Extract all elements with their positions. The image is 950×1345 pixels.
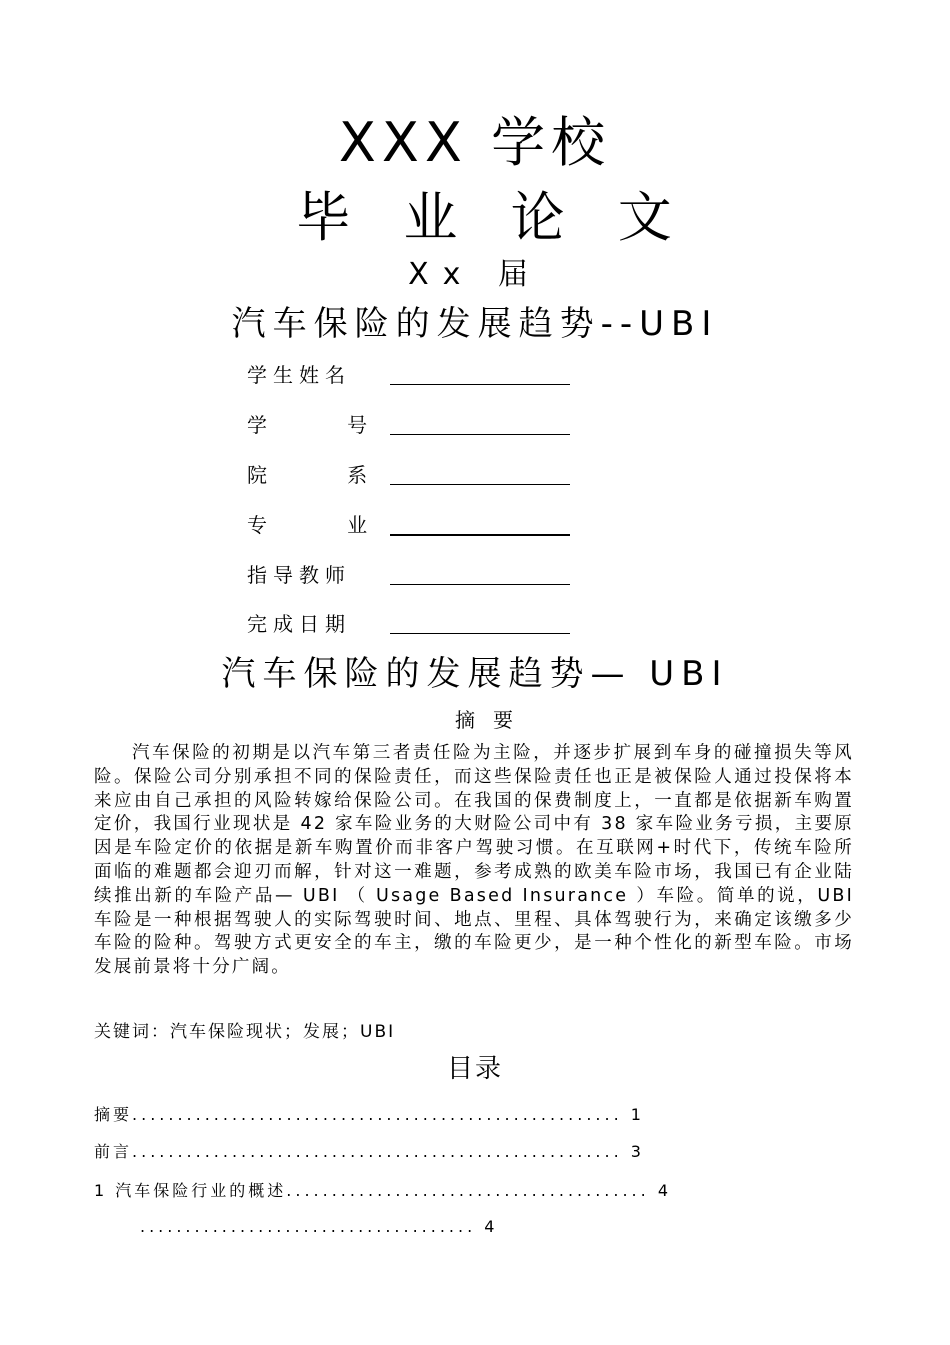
blank-line xyxy=(390,384,570,385)
toc-entry[interactable] xyxy=(94,1180,671,1202)
field-major xyxy=(247,506,374,538)
thesis-label: 毕 业 论 文 xyxy=(296,186,690,249)
blank-line xyxy=(390,534,570,536)
thesis-title: 汽车保险的发展趋势--UBI xyxy=(231,304,719,344)
field-department xyxy=(247,456,374,488)
abstract-heading: 摘要 xyxy=(455,708,531,732)
keywords: 关键词：汽车保险现状；发展；UBI xyxy=(94,1022,396,1042)
graduation-session: Xx 届 xyxy=(408,257,542,292)
field-student-id xyxy=(247,406,374,438)
school-name: XXX 学校 xyxy=(338,111,612,174)
field-label: 院 系 xyxy=(247,463,374,487)
toc-entry-label: 前言 xyxy=(94,1142,133,1161)
field-advisor xyxy=(247,556,367,588)
blank-line xyxy=(390,484,570,485)
toc-leader-dots: ...................................................... xyxy=(132,1105,623,1124)
toc-entry[interactable] xyxy=(140,1216,497,1238)
toc-leader-dots: ........................................ xyxy=(286,1181,650,1200)
field-student-name xyxy=(247,356,367,388)
field-label: 完成日期 xyxy=(247,612,351,636)
field-label: 学生姓名 xyxy=(247,363,351,387)
toc-page-number: 4 xyxy=(657,1181,671,1200)
toc-leader-dots: ...................................................... xyxy=(132,1142,623,1161)
blank-line xyxy=(390,434,570,435)
toc-entry-label: 1 汽车保险行业的概述 xyxy=(94,1181,287,1200)
toc-entry[interactable] xyxy=(94,1141,644,1163)
toc-page-number: 1 xyxy=(630,1105,644,1124)
blank-line xyxy=(390,584,570,585)
field-label: 专 业 xyxy=(247,513,374,537)
field-label: 学 号 xyxy=(247,413,374,437)
field-label: 指导教师 xyxy=(247,563,351,587)
blank-line xyxy=(390,633,570,634)
abstract-body: 汽车保险的初期是以汽车第三者责任险为主险，并逐步扩展到车身的碰撞损失等风险。保险公司分别承担不同的保险责任，而这些保险责任也正是被保险人通过投保将本来应由自己承担的风险转嫁给保险公司。在我国的保费制度上，一直都是依据新车购置定价，我国行业现状是 42 家车险业务的大财险公司中有 38 家车险业务亏损，主要原因是车险定价的依据是新车购置价而非客户驾驶习惯。在互联网+时代下，传统车险所面临的难题都会迎刃而解，针对这一难题，参考成熟的欧美车险市场，我国已有企业陆续推出新的车险产品— UBI （ Usage Based Insurance ）车险。简单的说，UBI 车险是一种根据驾驶人的实际驾驶时间、地点、里程、具体驾驶行为，来确定该缴多少车险的险种。驾驶方式更安全的车主，缴的车险更少，是一种个性化的新型车险。市场发展前景将十分广阔。 xyxy=(94,743,854,978)
abstract-title: 汽车保险的发展趋势— UBI xyxy=(221,654,729,694)
toc-page-number: 3 xyxy=(630,1142,644,1161)
toc-page-number: 4 xyxy=(484,1217,498,1236)
toc-leader-dots: ..................................... xyxy=(140,1217,477,1236)
toc-entry-label: 摘要 xyxy=(94,1105,133,1124)
toc-heading: 目录 xyxy=(446,1054,503,1084)
field-completion-date xyxy=(247,605,367,637)
toc-entry[interactable] xyxy=(94,1104,644,1126)
